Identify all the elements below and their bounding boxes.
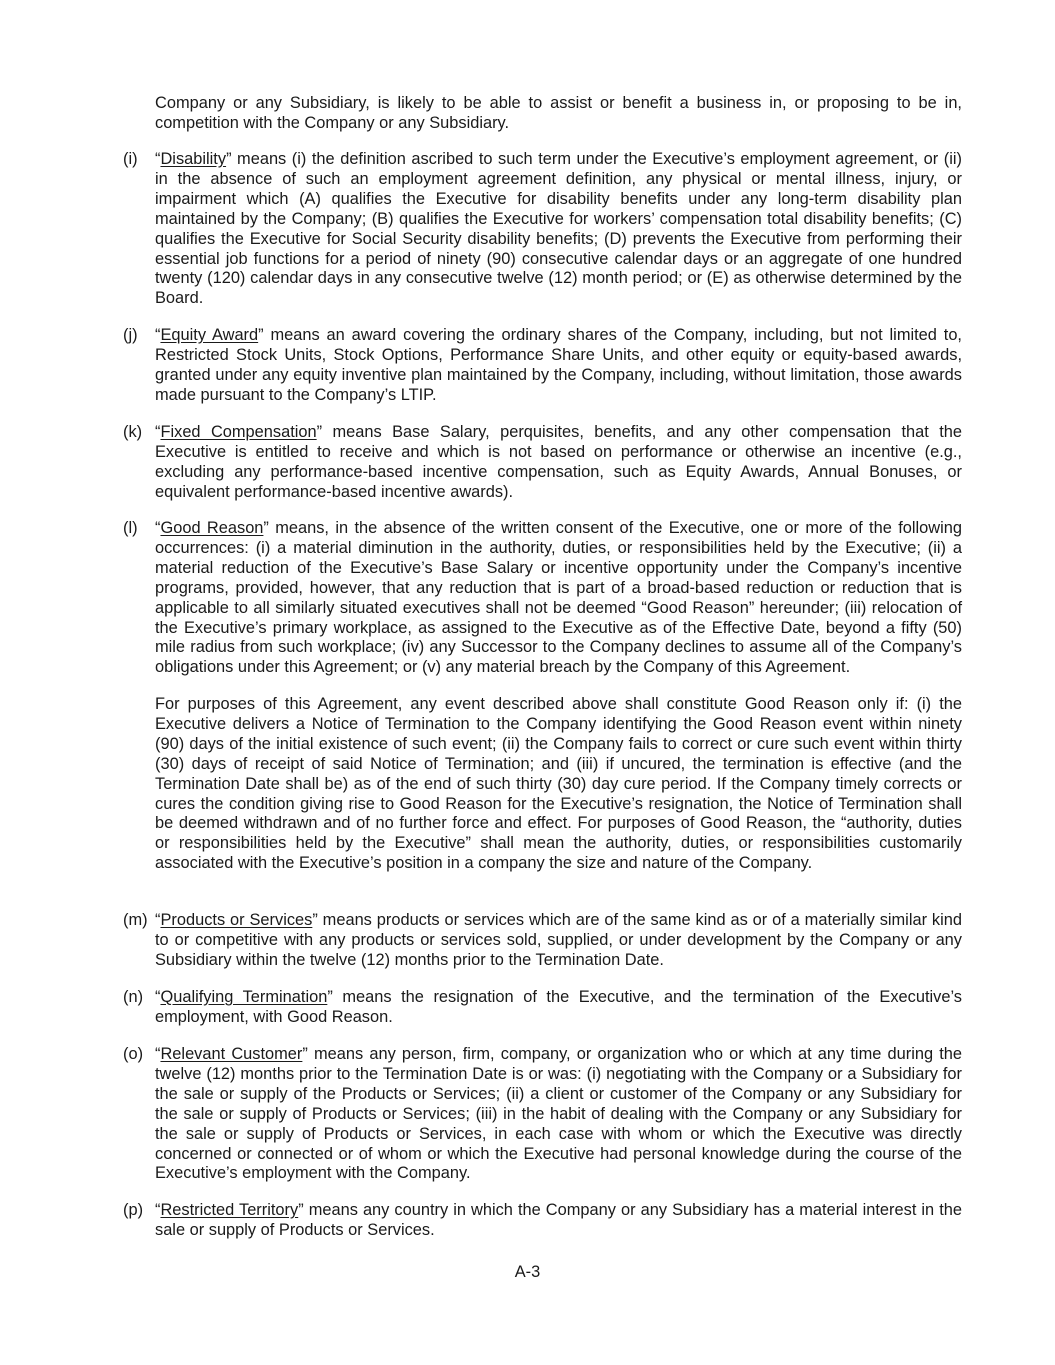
good-reason-followup-paragraph: For purposes of this Agreement, any event described above shall constitute Good Reason only if: (i) the Executive delivers a Notice of Termination to the Company identifying the Good Reason event within ninety (90) days of the initial existence of such event; (ii) the Company fails to correct or cure such event within thirty (30) days of receipt of said Notice of Termination; and (iii) if uncured, the termination is effective (and the Termination Date shall be) as of the end of such thirty (30) day cure period. If the Company timely corrects or cures the condition giving rise to Good Reason for the Executive’s resignation, the Notice of Termination shall be deemed withdrawn and of no further force and effect. For purposes of Good Reason, the “authority, duties or responsibilities held by the Executive” shall mean the authority, duties, or responsibilities customarily associated with the Executive’s position in a company the size and nature of the Company. <box>155 695 962 873</box>
open-quote: “ <box>155 911 161 929</box>
open-quote: “ <box>155 326 161 344</box>
definition-marker: (n) <box>123 988 144 1006</box>
definition-equity-award <box>155 326 962 406</box>
defined-term: Relevant Customer <box>160 1045 303 1063</box>
defined-term: Products or Services <box>160 911 313 929</box>
definition-body: ” means any country in which the Company or any Subsidiary has a material interest in the sale or supply of Products or Services. <box>155 1201 963 1239</box>
open-quote: “ <box>155 519 161 537</box>
open-quote: “ <box>155 988 161 1006</box>
definition-qualifying-termination <box>155 988 962 1028</box>
definition-marker: (k) <box>123 423 143 441</box>
open-quote: “ <box>155 1201 161 1219</box>
definition-body: ” means Base Salary, perquisites, benefits, and any other compensation that the Executive is entitled to receive and which is not based on performance or otherwise an incentive (e.g., excluding any performance-based incentive compensation, such as Equity Awards, Annual Bonuses, or equivalent performance-based incentive awards). <box>155 423 962 501</box>
definition-marker: (l) <box>123 519 138 537</box>
open-quote: “ <box>155 1045 161 1063</box>
definition-marker: (j) <box>123 326 138 344</box>
defined-term: Disability <box>160 150 227 168</box>
page-number: A-3 <box>514 1263 541 1281</box>
defined-term: Qualifying Termination <box>160 988 328 1006</box>
definition-body: ” means any person, firm, company, or organization who or which at any time during the twelve (12) months prior to the Termination Date is or was: (i) negotiating with the Company or a Subsidiary for the sale or supply of the Products or Services; (ii) a client or customer of the Company or any Subsidiary for the sale or supply of Products or Services; (iii) in the habit of dealing with the Company or any Subsidiary for the sale or supply of Products or Services, in each case with whom or which the Executive was directly concerned or connected or of whom or which the Executive had personal knowledge during the course of the Executive’s employment with the Company. <box>155 1045 963 1183</box>
intro-paragraph: Company or any Subsidiary, is likely to be able to assist or benefit a business in, or proposing to be in, competition with the Company or any Subsidiary. <box>155 94 962 132</box>
definition-restricted-territory <box>155 1201 962 1241</box>
defined-term: Equity Award <box>160 326 259 344</box>
definition-good-reason <box>155 519 962 678</box>
open-quote: “ <box>155 150 161 168</box>
defined-term: Restricted Territory <box>160 1201 299 1219</box>
definition-body: ” means (i) the definition ascribed to such term under the Executive’s employment agreement, or (ii) in the absence of such an employment agreement definition, any physical or mental illness, injury, or impairment which (A) qualifies the Executive for disability benefits under any long-term disability plan maintained by the Company; (B) qualifies the Executive for workers’ compensation total disability benefits; (C) qualifies the Executive for Social Security disability benefits; (D) prevents the Executive from performing their essential job functions for a period of ninety (90) consecutive calendar days or an aggregate of one hundred twenty (120) calendar days in any consecutive twelve (12) month period; or (E) as otherwise determined by the Board. <box>155 150 962 308</box>
definition-relevant-customer <box>155 1045 962 1184</box>
definition-marker: (o) <box>123 1045 144 1063</box>
definition-body: ” means, in the absence of the written consent of the Executive, one or more of the following occurrences: (i) a material diminution in the authority, duties, or responsibilities held by the Executive; (ii) a material reduction of the Executive’s Base Salary or incentive opportunity under the Company’s incentive programs, provided, however, that any reduction that is part of a broad-based reduction or reduction that is applicable to all similarly situated executives shall not be deemed “Good Reason” hereunder; (iii) relocation of the Executive’s primary workplace, as assigned to the Executive as of the Effective Date, beyond a fifty (50) mile radius from such workplace; (iv) any Successor to the Company declines to assume all of the Company’s obligations under this Agreement; or (v) any material breach by the Company of this Agreement. <box>155 519 962 677</box>
definition-products-or-services <box>155 911 962 971</box>
definition-fixed-compensation <box>155 423 962 503</box>
definition-marker: (i) <box>123 150 138 168</box>
defined-term: Fixed Compensation <box>160 423 317 441</box>
definition-body: ” means an award covering the ordinary shares of the Company, including, but not limited to, Restricted Stock Units, Stock Options, Performance Share Units, and other equity or equity-based awards, granted under any equity inventive plan maintained by the Company, including, without limitation, those awards made pursuant to the Company’s LTIP. <box>155 326 962 404</box>
open-quote: “ <box>155 423 161 441</box>
definition-body: ” means the resignation of the Executive, and the termination of the Executive’s employment, with Good Reason. <box>155 988 962 1026</box>
definition-body: ” means products or services which are of the same kind as or of a materially similar kind to or competitive with any products or services sold, supplied, or under development by the Company or any Subsidiary within the twelve (12) months prior to the Termination Date. <box>155 911 962 969</box>
definition-disability <box>155 150 962 309</box>
definition-marker: (m) <box>123 911 148 929</box>
defined-term: Good Reason <box>160 519 264 537</box>
definition-marker: (p) <box>123 1201 144 1219</box>
